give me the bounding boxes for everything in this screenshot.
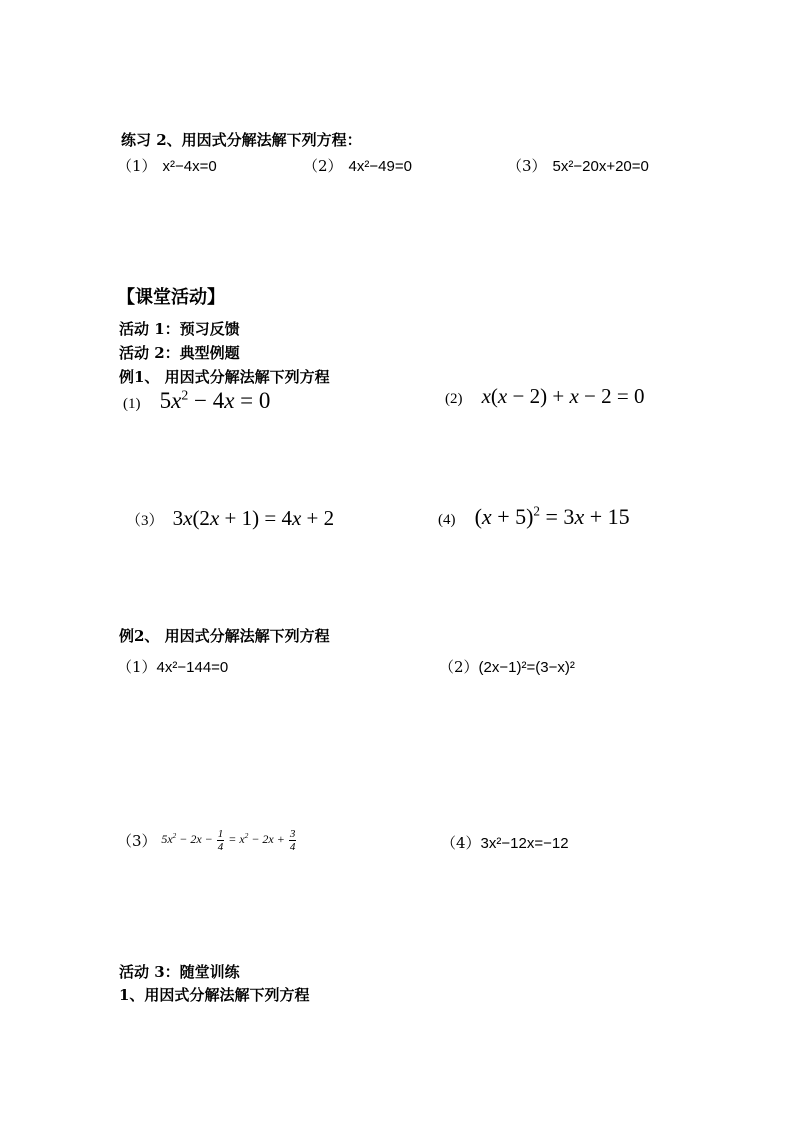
equation: 4x²−49=0 bbox=[348, 158, 412, 175]
example1-item-4 bbox=[438, 504, 630, 530]
equation: 5x²−20x+20=0 bbox=[552, 158, 649, 175]
example1-item-2 bbox=[445, 384, 644, 409]
equation: 4x²−144=0 bbox=[156, 659, 229, 676]
exercise2-title: 练习 2、用因式分解法解下列方程： bbox=[121, 131, 362, 149]
activity3-title: 活动 3：随堂训练 bbox=[119, 963, 240, 981]
activity2-label: 活动 2：典型例题 bbox=[119, 344, 240, 362]
equation: $5x^2 - 4x = 0$ bbox=[159, 387, 271, 413]
exercise2-item-3 bbox=[507, 155, 649, 176]
item-number: (2) bbox=[445, 391, 463, 407]
example1-item-1 bbox=[123, 388, 270, 414]
item-number: (4) bbox=[438, 512, 456, 528]
example2-item-1 bbox=[117, 656, 228, 677]
item-number: (1) bbox=[123, 396, 141, 412]
item-number: （3） bbox=[117, 832, 157, 850]
equation: (2x−1)²=(3−x)² bbox=[478, 659, 575, 676]
item-number: （1） bbox=[117, 157, 157, 175]
item-number: （3） bbox=[507, 157, 547, 175]
example1-title: 例1、 用因式分解法解下列方程 bbox=[119, 368, 330, 386]
item-number: （2） bbox=[303, 157, 343, 175]
item-number: （2） bbox=[439, 658, 479, 676]
exercise2-item-2 bbox=[303, 155, 412, 176]
example1-item-3 bbox=[126, 506, 334, 531]
activity1-label: 活动 1：预习反馈 bbox=[119, 320, 240, 338]
example2-item-4 bbox=[441, 832, 569, 853]
example2-item-3 bbox=[117, 828, 297, 853]
equation: 3x(2x + 1) = 4x + 2 bbox=[172, 506, 335, 530]
item-number: （3） bbox=[126, 513, 164, 529]
exercise2-item-1 bbox=[117, 155, 217, 176]
equation: x(x − 2) + x − 2 = 0 bbox=[481, 384, 645, 408]
equation: $(x + 5)^2 = 3x + 15$ bbox=[474, 503, 630, 529]
item-number: （4） bbox=[441, 834, 481, 852]
item-number: （1） bbox=[117, 658, 157, 676]
equation: $5x^2 - 2x$ − $\frac{1}{4}$ = $x^2 - 2x$ + $\frac{3}{4}$ bbox=[161, 828, 296, 853]
equation: x²−4x=0 bbox=[162, 158, 217, 175]
activity3-item-1: 1、用因式分解法解下列方程 bbox=[119, 986, 310, 1004]
example2-title: 例2、 用因式分解法解下列方程 bbox=[119, 627, 330, 645]
equation: 3x²−12x=−12 bbox=[480, 835, 569, 852]
section-heading: 【课堂活动】 bbox=[117, 287, 225, 308]
example2-item-2 bbox=[439, 656, 575, 677]
